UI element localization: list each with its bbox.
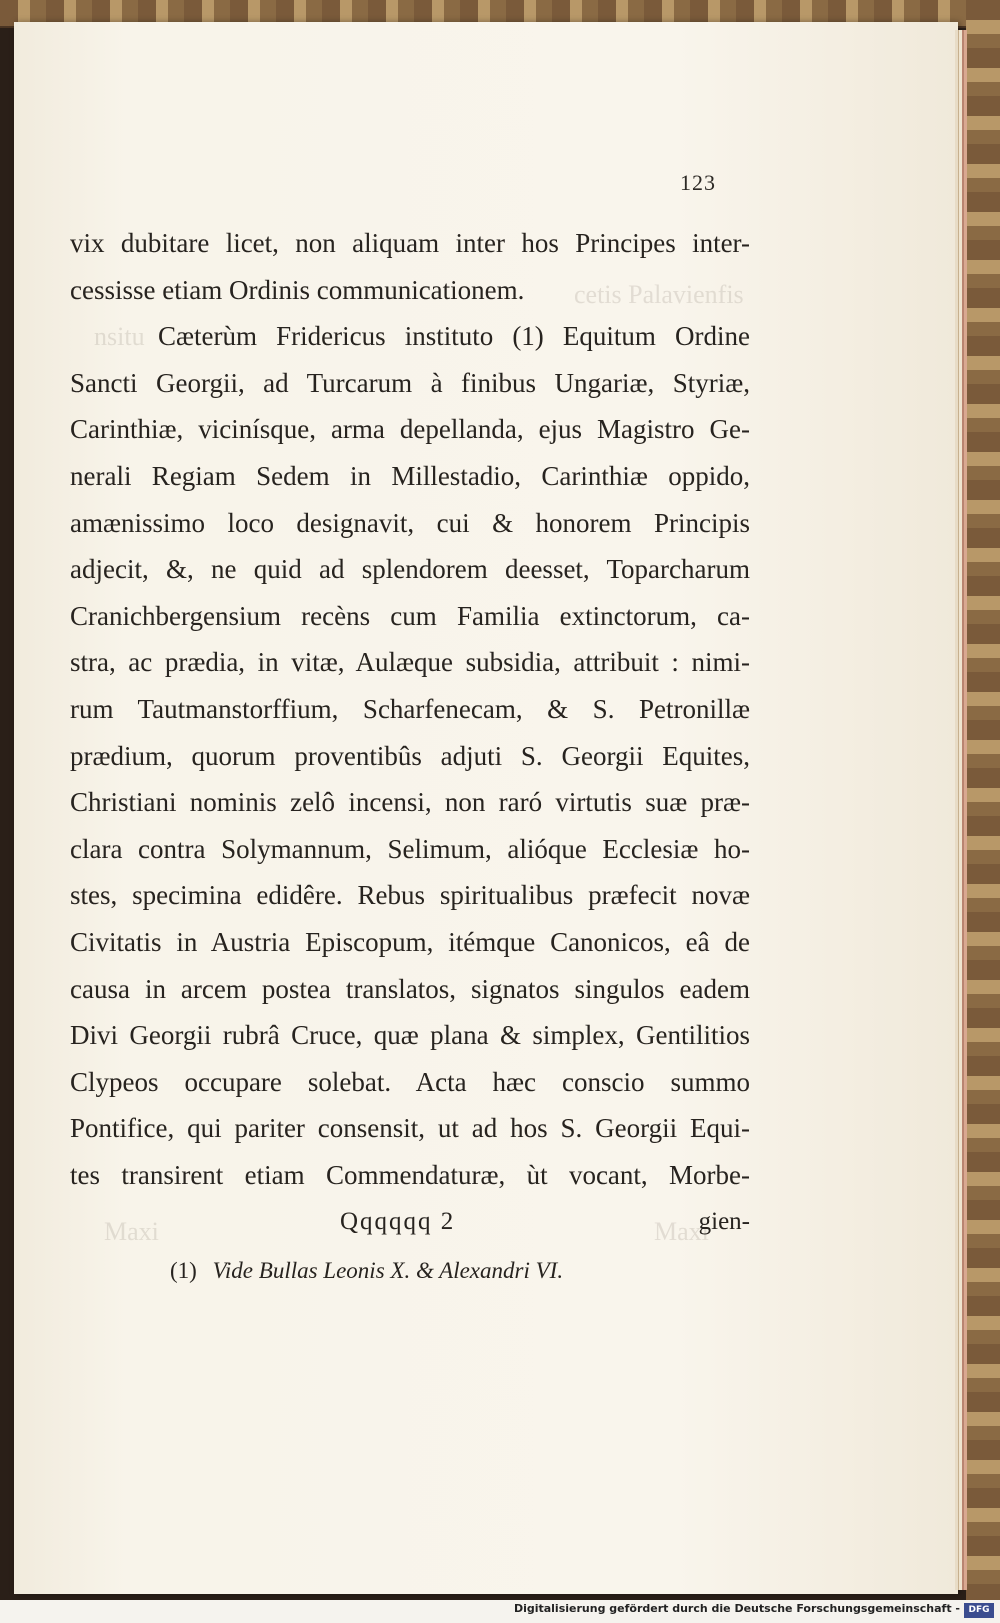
text-line: Divi Georgii rubrâ Cruce, quæ plana & simplex, Gentilitios [70,1020,750,1051]
digitization-credit: Digitalisierung gefördert durch die Deutsche Forschungsgemeinschaft - [513,1602,960,1615]
text-line: vix dubitare licet, non aliquam inter hos Principes inter- [70,228,750,258]
body-text [70,220,750,1198]
text-line: Christiani nominis zelô incensi, non raró virtutis suæ præ- [70,787,750,818]
footnote [170,1258,563,1284]
book-edge-band [966,0,1000,1623]
text-line: tes transirent etiam Commendaturæ, ùt vocant, Morbe- [70,1159,750,1190]
text-line: cessisse etiam Ordinis communicationem. [70,274,525,305]
page-footer [70,1208,750,1248]
page-edges [955,30,967,1590]
text-line: Cranichbergensium recèns cum Familia extinctorum, ca- [70,600,750,631]
catchword: gien- [698,1208,750,1235]
text-line: causa in arcem postea translatos, signatos singulos eadem [70,973,750,1004]
page-number: 123 [680,170,716,195]
text-line: clara contra Solymannum, Selimum, alióque Ecclesiæ ho- [70,833,750,864]
text-line: Sancti Georgii, ad Turcarum à finibus Ungariæ, Styriæ, [70,367,750,398]
text-line: rum Tautmanstorffium, Scharfenecam, & S. Petronillæ [70,693,750,724]
text-line: nerali Regiam Sedem in Millestadio, Carinthiæ oppido, [70,460,750,491]
footnote-text: Vide Bullas Leonis X. & Alexandri VI. [212,1258,564,1283]
text-line: Clypeos occupare solebat. Acta hæc conscio summo [70,1066,750,1097]
text-line: Carinthiæ, vicinísque, arma depellanda, ejus Magistro Ge- [70,414,750,445]
bleed-through-text: cetis Palavienfis [574,280,744,309]
text-line: amænissimo loco designavit, cui & honorem Principis [70,507,750,538]
text-line: stra, ac prædia, in vitæ, Aulæque subsidia, attribuit : nimi- [70,647,750,678]
text-line: Cæterùm Fridericus instituto (1) Equitum Ordine [158,321,750,352]
text-line: Pontifice, qui pariter consensit, ut ad hos S. Georgii Equi- [70,1113,750,1144]
text-line: stes, specimina edidêre. Rebus spiritualibus præfecit novæ [70,880,750,911]
signature-mark: Qqqqqq 2 [340,1208,456,1235]
text-line: adjecit, &, ne quid ad splendorem deesset, Toparcharum [70,554,750,585]
bleed-through-text: nsitu [94,322,145,351]
footnote-mark: (1) [170,1258,197,1283]
text-line: Civitatis in Austria Episcopum, itémque Canonicos, eâ de [70,926,750,957]
dfg-logo: DFG [964,1603,994,1618]
bleed-through-text: Maxi [654,1217,709,1246]
bleed-through-text: Maxi [104,1217,159,1246]
text-line: prædium, quorum proventibûs adjuti S. Georgii Equites, [70,740,750,771]
